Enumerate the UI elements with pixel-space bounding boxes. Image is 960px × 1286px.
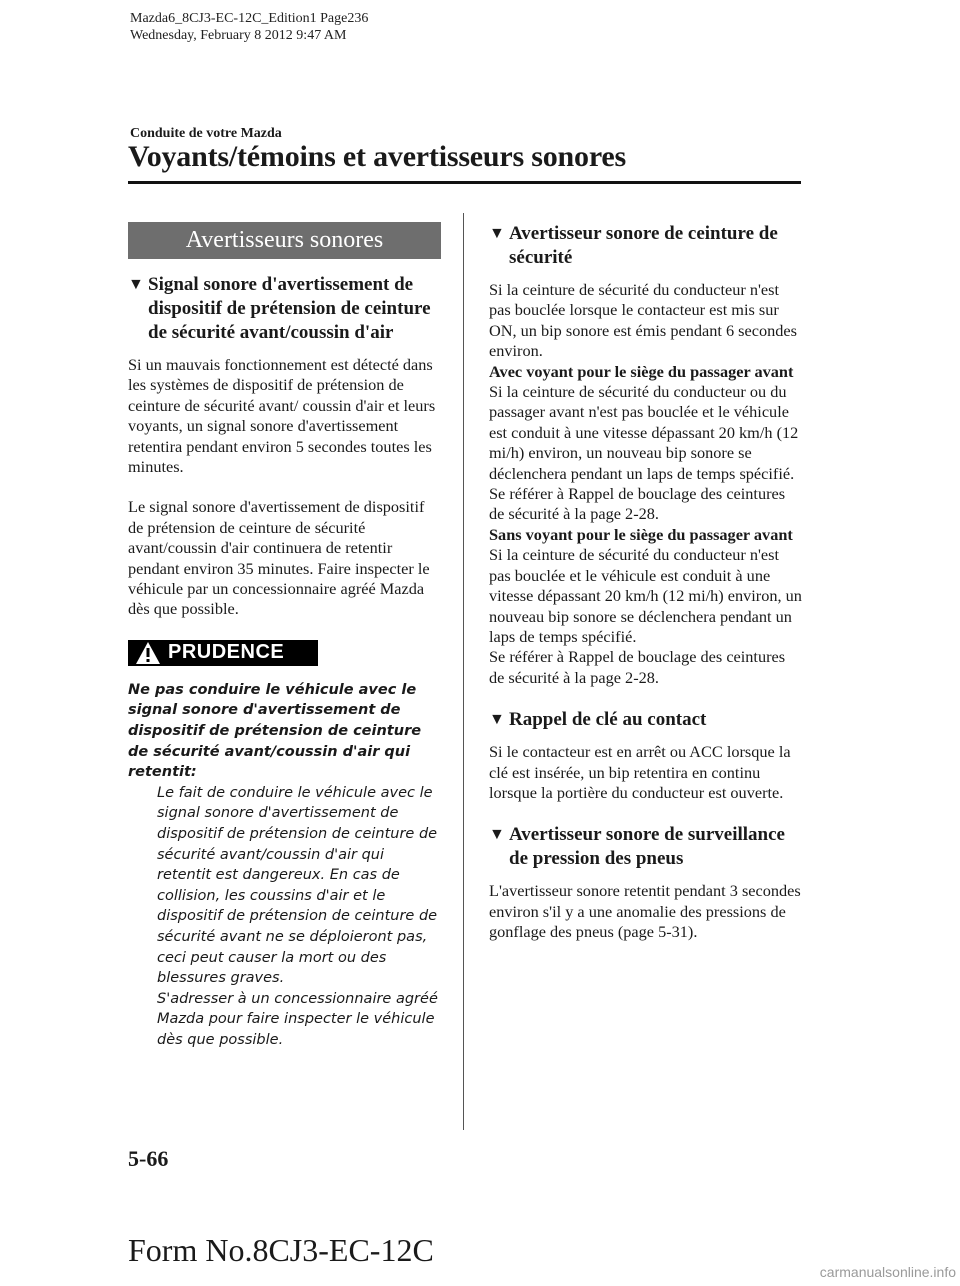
paragraph: Si un mauvais fonctionnement est détecté dans les systèmes de dispositif de prétension de ceinture de sécurité avant/ coussin d'air et leurs voyants, un signal sonore d'avertissement retentira pendant environ 5 secondes toutes les minutes. bbox=[128, 355, 436, 477]
right-column bbox=[489, 222, 802, 943]
paragraph: Si la ceinture de sécurité du conducteur n'est pas bouclée lorsque le contacteur est mis sur ON, un bip sonore est émis pendant 6 secondes environ. bbox=[489, 280, 797, 361]
caution-lead: Ne pas conduire le véhicule avec le signal sonore d'avertissement de dispositif de prétension de ceinture de sécurité avant/coussin d'air qui retentit: bbox=[128, 681, 422, 781]
caution-text bbox=[128, 680, 441, 1051]
heading-text: Signal sonore d'avertissement de dispositif de prétension de ceinture de sécurité avant/coussin d'air bbox=[148, 274, 431, 343]
sub-heading: Sans voyant pour le siège du passager avant bbox=[489, 524, 793, 544]
paragraph: Si la ceinture de sécurité du conducteur ou du passager avant n'est pas bouclée et le véhicule est conduit à une vitesse dépassant 20 km/h (12 mi/h) environ, un nouveau bip sonore se déclenchera pendant un laps de temps spécifié. bbox=[489, 382, 799, 483]
print-header-line2: Wednesday, February 8 2012 9:47 AM bbox=[130, 28, 347, 43]
caution-body: Le fait de conduire le véhicule avec le signal sonore d'avertissement de dispositif de prétension de ceinture de sécurité avant/coussin d'air qui retentit est dangereux. En cas de collision, les coussins d'air et le dispositif de prétension de ceinture de sécurité avant ne se déploieront pas, ceci peut causer la mort ou des blessures graves. bbox=[157, 784, 438, 987]
triangle-bullet-icon: ▼ bbox=[489, 826, 505, 844]
triangle-bullet-icon: ▼ bbox=[128, 276, 144, 293]
paragraph: Si le contacteur est en arrêt ou ACC lorsque la clé est insérée, un bip retentira en continu lorsque la portière du conducteur est ouverte. bbox=[489, 742, 791, 802]
triangle-bullet-icon: ▼ bbox=[489, 225, 505, 242]
heading-text: Rappel de clé au contact bbox=[509, 709, 707, 731]
section-label: Conduite de votre Mazda bbox=[130, 126, 282, 141]
heading-key-reminder bbox=[489, 708, 802, 732]
left-column bbox=[128, 222, 441, 1051]
sub-heading: Avec voyant pour le siège du passager avant bbox=[489, 361, 794, 381]
print-header-line1: Mazda6_8CJ3-EC-12C_Edition1 Page236 bbox=[130, 11, 369, 26]
caution-badge bbox=[128, 640, 318, 666]
paragraph: Si la ceinture de sécurité du conducteur n'est pas bouclée et le véhicule est conduit à une vitesse dépassant 20 km/h (12 mi/h) environ, un nouveau bip sonore se déclenchera pendant un laps de temps spécifié. bbox=[489, 545, 802, 646]
form-number: Form No.8CJ3-EC-12C bbox=[128, 1232, 434, 1268]
heading-tire-pressure-warning bbox=[489, 823, 802, 871]
title-rule bbox=[128, 181, 801, 184]
page-number: 5-66 bbox=[128, 1146, 169, 1171]
heading-pretensioner-warning bbox=[128, 273, 441, 345]
caution-body: S'adresser à un concessionnaire agréé Mazda pour faire inspecter le véhicule dès que possible. bbox=[157, 990, 438, 1048]
section-banner: Avertisseurs sonores bbox=[128, 222, 441, 259]
paragraph: Le signal sonore d'avertissement de dispositif de prétension de ceinture de sécurité avant/coussin d'air continuera de retentir pendant environ 35 minutes. Faire inspecter le véhicule par un concessionnaire agréé Mazda dès que possible. bbox=[128, 497, 430, 619]
caution-label: PRUDENCE bbox=[168, 641, 285, 664]
warning-icon bbox=[128, 640, 168, 666]
paragraph: Se référer à Rappel de bouclage des ceintures de sécurité à la page 2-28. bbox=[489, 484, 786, 524]
heading-text: Avertisseur sonore de surveillance de pression des pneus bbox=[509, 824, 785, 870]
page-title: Voyants/témoins et avertisseurs sonores bbox=[128, 140, 627, 173]
column-divider bbox=[463, 213, 464, 1130]
heading-seatbelt-warning bbox=[489, 222, 802, 270]
paragraph: L'avertisseur sonore retentit pendant 3 secondes environ s'il y a une anomalie des pressions de gonflage des pneus (page 5-31). bbox=[489, 881, 801, 942]
paragraph: Se référer à Rappel de bouclage des ceintures de sécurité à la page 2-28. bbox=[489, 647, 786, 687]
watermark: carmanualsonline.info bbox=[819, 1264, 956, 1280]
triangle-bullet-icon: ▼ bbox=[489, 711, 505, 729]
print-header bbox=[130, 10, 368, 44]
heading-text: Avertisseur sonore de ceinture de sécurité bbox=[509, 223, 778, 268]
